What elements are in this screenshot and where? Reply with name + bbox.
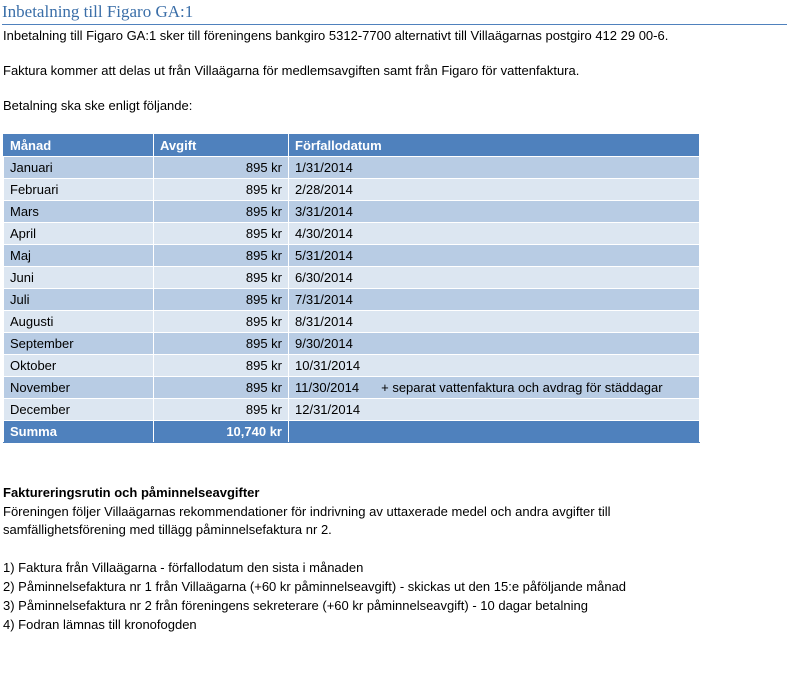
column-header-due-date: Förfallodatum	[289, 135, 700, 157]
month-cell: December	[4, 399, 154, 421]
table-row	[4, 289, 700, 311]
section-title: Faktureringsrutin och påminnelseavgifter	[3, 485, 260, 500]
due-date-cell	[289, 377, 700, 399]
fee-cell: 895 kr	[154, 333, 289, 355]
table-row	[4, 223, 700, 245]
table-row	[4, 355, 700, 377]
table-row	[4, 179, 700, 201]
due-date-text: 3/31/2014	[295, 204, 353, 219]
table-header-row	[4, 135, 700, 157]
table-body	[4, 157, 700, 421]
table-row	[4, 333, 700, 355]
fee-cell: 895 kr	[154, 223, 289, 245]
month-cell: Mars	[4, 201, 154, 223]
table-row	[4, 377, 700, 399]
due-date-text: 12/31/2014	[295, 402, 361, 417]
section-text-line: Föreningen följer Villaägarnas rekommendationer för indrivning av uttaxerade medel och andra avgifter till	[3, 504, 611, 519]
fee-cell: 895 kr	[154, 245, 289, 267]
table-row	[4, 399, 700, 421]
payment-schedule-table	[3, 134, 700, 443]
table-row	[4, 201, 700, 223]
fee-cell: 895 kr	[154, 311, 289, 333]
due-date-text: 11/30/2014	[295, 380, 360, 395]
total-value: 10,740 kr	[154, 421, 289, 443]
step-item: 3) Påminnelsefaktura nr 2 från föreningens sekreterare (+60 kr påminnelseavgift) - 10 dagar betalning	[3, 598, 588, 613]
due-date-cell	[289, 289, 700, 311]
due-date-text: 2/28/2014	[295, 182, 353, 197]
section-text-line: samfällighetsförening med tillägg påminnelsefaktura nr 2.	[3, 522, 332, 537]
month-cell: Juli	[4, 289, 154, 311]
row-note: + separat vattenfaktura och avdrag för städdagar	[381, 380, 663, 395]
month-cell: Maj	[4, 245, 154, 267]
due-date-text: 6/30/2014	[295, 270, 353, 285]
due-date-text: 10/31/2014	[295, 358, 361, 373]
table-row	[4, 267, 700, 289]
step-item: 4) Fodran lämnas till kronofogden	[3, 617, 197, 632]
due-date-cell	[289, 355, 700, 377]
step-item: 2) Påminnelsefaktura nr 1 från Villaägarna (+60 kr påminnelseavgift) - skickas ut den 15:e påföljande månad	[3, 579, 627, 594]
total-label: Summa	[4, 421, 154, 443]
due-date-cell	[289, 157, 700, 179]
month-cell: September	[4, 333, 154, 355]
due-date-text: 4/30/2014	[295, 226, 353, 241]
due-date-text: 1/31/2014	[295, 160, 353, 175]
schedule-intro-paragraph: Betalning ska ske enligt följande:	[3, 98, 193, 113]
table-row	[4, 245, 700, 267]
fee-cell: 895 kr	[154, 355, 289, 377]
column-header-fee: Avgift	[154, 135, 289, 157]
fee-cell: 895 kr	[154, 289, 289, 311]
due-date-cell	[289, 311, 700, 333]
fee-cell: 895 kr	[154, 377, 289, 399]
due-date-cell	[289, 179, 700, 201]
fee-cell: 895 kr	[154, 179, 289, 201]
due-date-text: 9/30/2014	[295, 336, 353, 351]
total-empty-cell	[289, 421, 700, 443]
step-item: 1) Faktura från Villaägarna - förfallodatum den sista i månaden	[3, 560, 364, 575]
due-date-cell	[289, 223, 700, 245]
due-date-text: 7/31/2014	[295, 292, 353, 307]
fee-cell: 895 kr	[154, 267, 289, 289]
invoice-info-paragraph: Faktura kommer att delas ut från Villaägarna för medlemsavgiften samt från Figaro för vattenfaktura.	[3, 63, 580, 78]
month-cell: April	[4, 223, 154, 245]
fee-cell: 895 kr	[154, 201, 289, 223]
column-header-month: Månad	[4, 135, 154, 157]
due-date-text: 5/31/2014	[295, 248, 353, 263]
table-row	[4, 311, 700, 333]
month-cell: Oktober	[4, 355, 154, 377]
due-date-cell	[289, 333, 700, 355]
month-cell: Februari	[4, 179, 154, 201]
page-title: Inbetalning till Figaro GA:1	[2, 2, 787, 25]
month-cell: Juni	[4, 267, 154, 289]
month-cell: Januari	[4, 157, 154, 179]
fee-cell: 895 kr	[154, 157, 289, 179]
month-cell: Augusti	[4, 311, 154, 333]
month-cell: November	[4, 377, 154, 399]
payment-info-paragraph: Inbetalning till Figaro GA:1 sker till föreningens bankgiro 5312-7700 alternativt till Villaägarnas postgiro 412 29 00-6.	[3, 28, 669, 43]
table-row	[4, 157, 700, 179]
due-date-cell	[289, 267, 700, 289]
due-date-cell	[289, 201, 700, 223]
due-date-cell	[289, 399, 700, 421]
fee-cell: 895 kr	[154, 399, 289, 421]
table-total-row	[4, 421, 700, 443]
due-date-text: 8/31/2014	[295, 314, 353, 329]
due-date-cell	[289, 245, 700, 267]
